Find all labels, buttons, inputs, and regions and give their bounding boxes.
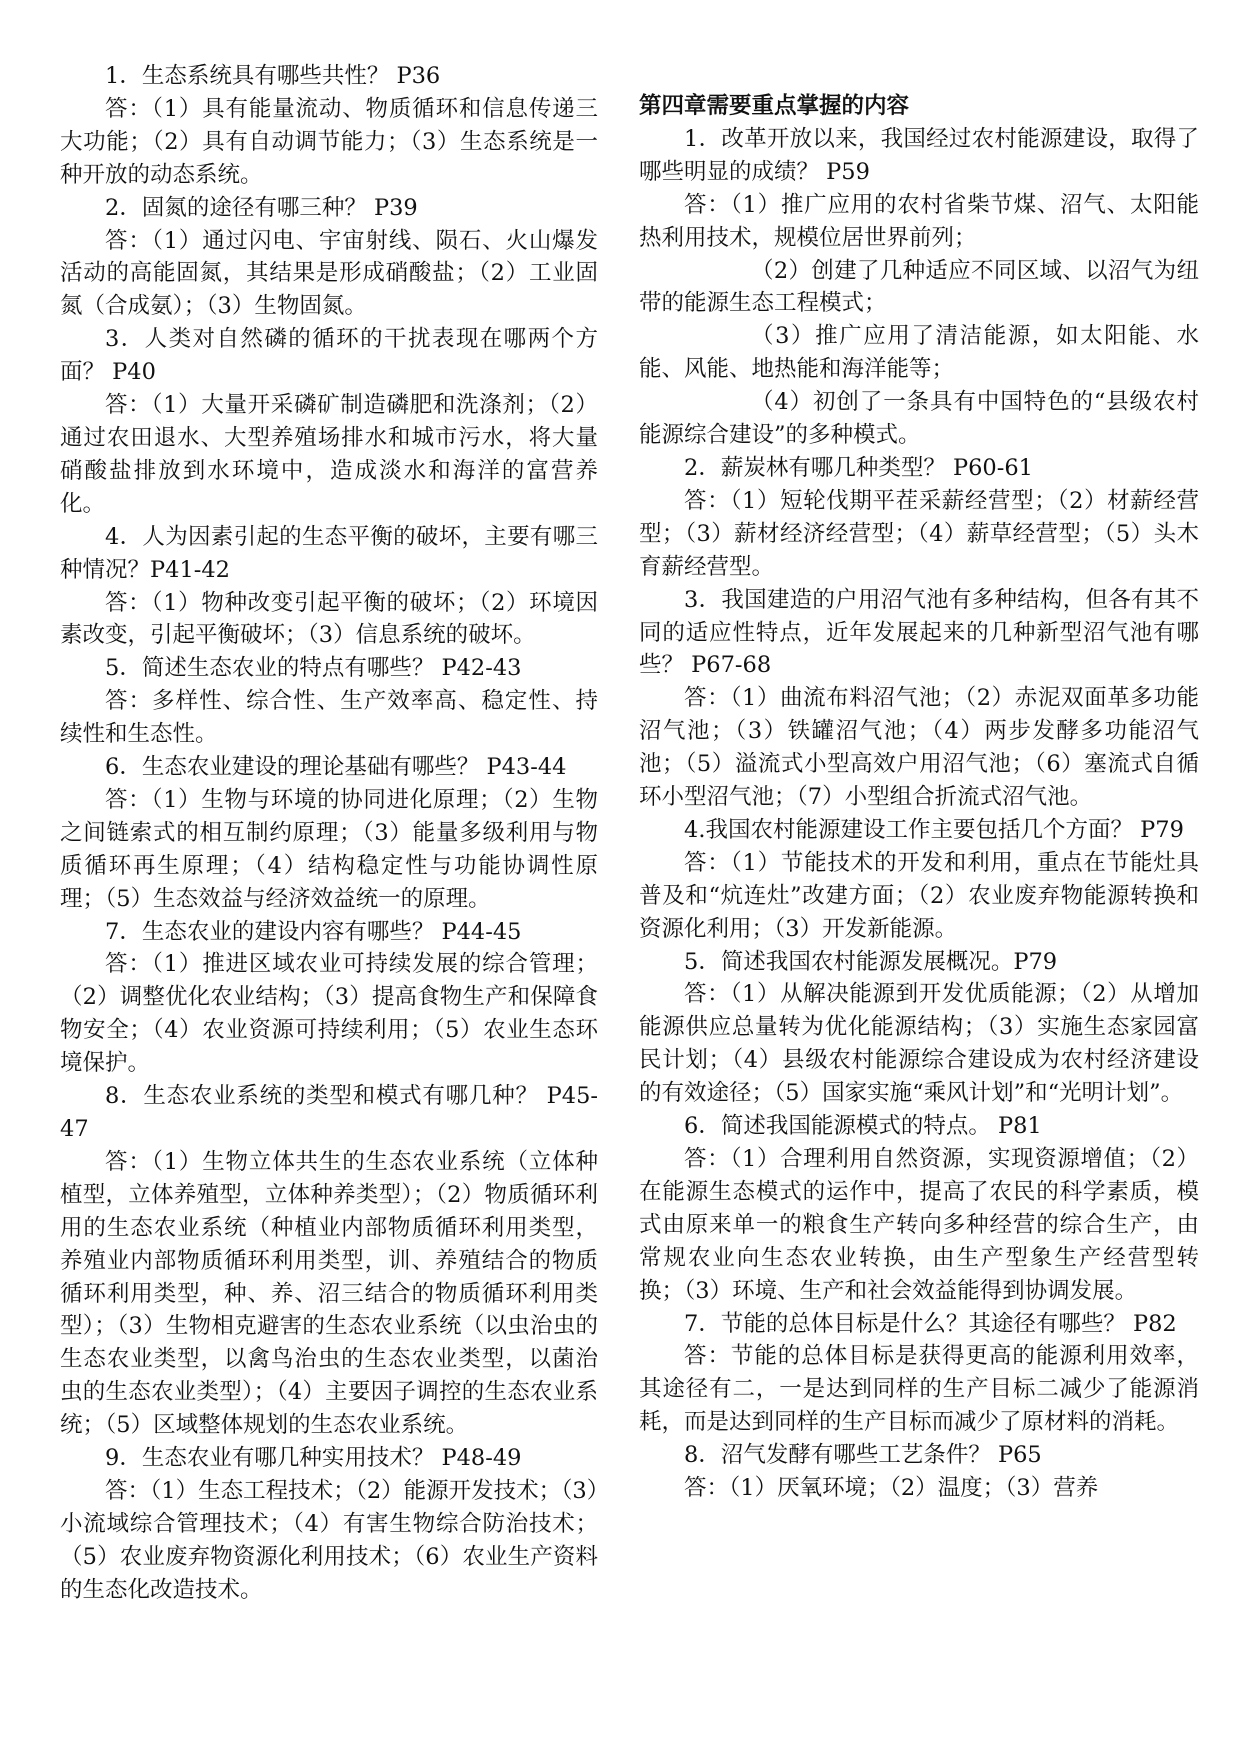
answer: 答：（1）节能技术的开发和利用，重点在节能灶具普及和“炕连灶”改建方面；（2）农业废弃物能源转换和资源化利用；（3）开发新能源。	[639, 849, 1199, 942]
answer: 答：（1）大量开采磷矿制造磷肥和洗涤剂；（2）通过农田退水、大型养殖场排水和城市污水，将大量硝酸盐排放到水环境中，造成淡水和海洋的富营养化。	[60, 392, 598, 517]
answer: 答：（1）推进区域农业可持续发展的综合管理；（2）调整优化农业结构；（3）提高食物生产和保障食物安全；（4）农业资源可持续利用；（5）农业生态环境保护。	[60, 951, 598, 1077]
question: 5．简述我国农村能源发展概况。P79	[684, 948, 1058, 975]
question: 1．生态系统具有哪些共性？ P36	[105, 63, 441, 89]
answer: 答：（1）生态工程技术；（2）能源开发技术；（3）小流域综合管理技术；（4）有害生物综合防治技术；（5）农业废弃物资源化利用技术；（6）农业生产资料的生态化改造技术。	[60, 1477, 598, 1603]
question: 4.我国农村能源建设工作主要包括几个方面？ P79	[684, 816, 1184, 843]
question: 4．人为因素引起的生态平衡的破坏，主要有哪三种情况？P41-42	[60, 523, 598, 583]
question: 2．固氮的途径有哪三种？ P39	[105, 194, 418, 221]
question: 6．简述我国能源模式的特点。 P81	[684, 1113, 1042, 1140]
left-column	[60, 60, 598, 1754]
question: 2．薪炭林有哪几种类型？ P60-61	[684, 454, 1033, 481]
chapter-title: 第四章需要重点掌握的内容	[639, 93, 910, 119]
question: 7．节能的总体目标是什么？其途径有哪些？ P82	[684, 1310, 1177, 1337]
answer: 答：（1）厌氧环境；（2）温度；（3）营养	[684, 1475, 1099, 1502]
question: 9．生态农业有哪几种实用技术？ P48-49	[105, 1445, 522, 1472]
answer-continued: （2）创建了几种适应不同区域、以沼气为纽带的能源生态工程模式；	[639, 257, 1199, 317]
answer: 答：（1）物种改变引起平衡的破坏；（2）环境因素改变，引起平衡破坏；（3）信息系统的破坏。	[60, 589, 598, 649]
answer: 答：（1）生物与环境的协同进化原理；（2）生物之间链索式的相互制约原理；（3）能量多级利用与物质循环再生原理；（4）结构稳定性与功能协调性原理；（5）生态效益与经济效益统一的原理。	[60, 786, 598, 912]
answer: 答：（1）推广应用的农村省柴节煤、沼气、太阳能热利用技术，规模位居世界前列；	[639, 191, 1199, 251]
answer: 答：（1）通过闪电、宇宙射线、陨石、火山爆发活动的高能固氮，其结果是形成硝酸盐；（2）工业固氮（合成氨）；（3）生物固氮。	[60, 227, 598, 320]
answer: 答：多样性、综合性、生产效率高、稳定性、持续性和生态性。	[60, 688, 598, 748]
right-column	[639, 60, 1199, 1754]
question: 5．简述生态农业的特点有哪些？ P42-43	[105, 655, 522, 682]
answer: 答：（1）具有能量流动、物质循环和信息传递三大功能；（2）具有自动调节能力；（3）生态系统是一种开放的动态系统。	[60, 95, 598, 188]
answer: 答：（1）生物立体共生的生态农业系统（立体种植型，立体养殖型，立体种养类型）；（2）物质循环利用的生态农业系统（种植业内部物质循环利用类型，养殖业内部物质循环利用类型，训、养殖结合的物质循环利用类型，种、养、沼三结合的物质循环利用类型）；（3）生物相克避害的生态农业系统（以虫治虫的生态农业类型，以禽鸟治虫的生态农业类型，以菌治虫的生态农业类型）；（4）主要因子调控的生态农业系统；（5）区域整体规划的生态农业系统。	[60, 1148, 598, 1439]
answer-continued: （4）初创了一条具有中国特色的“县级农村能源综合建设”的多种模式。	[639, 389, 1199, 449]
answer: 答：（1）曲流布料沼气池；（2）赤泥双面革多功能沼气池；（3）铁罐沼气池；（4）两步发酵多功能沼气池；（5）溢流式小型高效户用沼气池；（6）塞流式自循环小型沼气池；（7）小型组合折流式沼气池。	[639, 685, 1199, 811]
answer: 答：（1）合理利用自然资源，实现资源增值；（2）在能源生态模式的运作中，提高了农民的科学素质，模式由原来单一的粮食生产转向多种经营的综合生产，由常规农业向生态农业转换，由生产型象生产经营型转换；（3）环境、生产和社会效益能得到协调发展。	[639, 1146, 1199, 1304]
question: 3．人类对自然磷的循环的干扰表现在哪两个方面？ P40	[60, 326, 598, 386]
question: 7．生态农业的建设内容有哪些？ P44-45	[105, 918, 522, 945]
question: 6．生态农业建设的理论基础有哪些？ P43-44	[105, 754, 567, 781]
answer: 答：节能的总体目标是获得更高的能源利用效率，其途径有二，一是达到同样的生产目标二减少了能源消耗，而是达到同样的生产目标而减少了原材料的消耗。	[639, 1343, 1199, 1436]
question: 1．改革开放以来，我国经过农村能源建设，取得了哪些明显的成绩？ P59	[639, 125, 1199, 185]
answer: 答：（1）短轮伐期平茬采薪经营型；（2）材薪经营型；（3）薪材经济经营型；（4）薪草经营型；（5）头木育薪经营型。	[639, 487, 1199, 580]
answer: 答：（1）从解决能源到开发优质能源；（2）从增加能源供应总量转为优化能源结构；（3）实施生态家园富民计划；（4）县级农村能源综合建设成为农村经济建设的有效途径；（5）国家实施“乘风计划”和“光明计划”。	[639, 981, 1199, 1107]
question: 3．我国建造的户用沼气池有多种结构，但各有其不同的适应性特点，近年发展起来的几种新型沼气池有哪些？ P67-68	[639, 586, 1199, 679]
question: 8．生态农业系统的类型和模式有哪几种？ P45-47	[60, 1083, 598, 1142]
answer-continued: （3）推广应用了清洁能源，如太阳能、水能、风能、地热能和海洋能等；	[639, 323, 1199, 383]
question: 8．沼气发酵有哪些工艺条件？ P65	[684, 1442, 1042, 1469]
